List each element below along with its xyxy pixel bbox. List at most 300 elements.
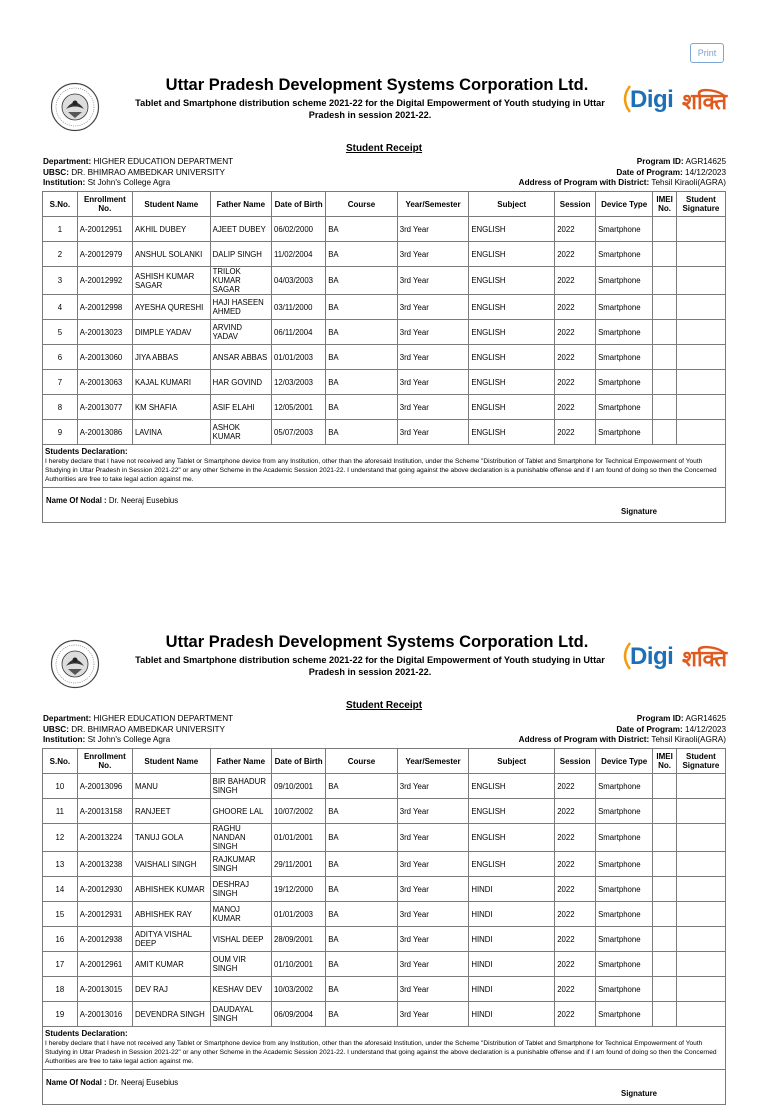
session-cell: 2022 [555,320,596,345]
session-cell: 2022 [555,824,596,852]
device-cell: Smartphone [596,420,653,445]
father-name-cell: ASIF ELAHI [210,395,271,420]
device-cell: Smartphone [596,977,653,1002]
sno-cell: 6 [43,345,78,370]
student-signature-cell [676,345,725,370]
imei-cell [653,370,677,395]
column-header: Device Type [596,192,653,217]
father-name-cell: HAR GOVIND [210,370,271,395]
course-cell: BA [326,267,398,295]
table-row [43,824,726,852]
enrollment-cell: A-20013077 [77,395,132,420]
sno-cell: 1 [43,217,78,242]
table-row [43,370,726,395]
institution-line: Institution: St John's College Agra [43,178,171,187]
enrollment-cell: A-20013224 [77,824,132,852]
father-name-cell: TRILOK KUMAR SAGAR [210,267,271,295]
column-header: Course [326,749,398,774]
logo-hindi-text: शक्ति [682,646,727,671]
course-cell: BA [326,902,398,927]
table-row [43,877,726,902]
year-cell: 3rd Year [397,852,469,877]
dob-cell: 04/03/2003 [272,267,326,295]
column-header: S.No. [43,749,78,774]
declaration-text: I hereby declare that I have not received any Tablet or Smartphone device from any Institution, other than the aforesaid Institution, under the Scheme "Distribution of Tablet and Smartphone for Technical Empowerment of Youth Studying in Uttar Pradesh in Session 2021-22" or any other Scheme in the Academic Session 2021-22. I understand that going against the above declaration is a punishable offense and if I am found of doing so then the Concerned Authorities are free to take legal action against me. [45,1040,717,1065]
nodal-cell [43,1070,726,1105]
table-row [43,267,726,295]
ubsc-line: UBSC: DR. BHIMRAO AMBEDKAR UNIVERSITY [43,167,225,177]
organization-title: Uttar Pradesh Development Systems Corporation Ltd. [165,76,589,94]
imei-cell [653,824,677,852]
year-cell: 3rd Year [397,420,469,445]
session-cell: 2022 [555,977,596,1002]
student-signature-cell [676,927,725,952]
imei-cell [653,1002,677,1027]
student-signature-cell [676,902,725,927]
sno-cell: 15 [43,902,78,927]
table-row [43,320,726,345]
subject-cell: HINDI [469,877,555,902]
dob-cell: 01/01/2001 [272,824,326,852]
column-header: Subject [469,749,555,774]
enrollment-cell: A-20012930 [77,877,132,902]
scheme-subtitle: Tablet and Smartphone distribution scheme 2021-22 for the Digital Empowerment of Youth studying in Uttar Pradesh in session 2021-22. [135,655,605,677]
table-row [43,420,726,445]
program-info [42,157,726,191]
year-cell: 3rd Year [397,902,469,927]
course-cell: BA [326,420,398,445]
dob-cell: 10/07/2002 [272,799,326,824]
subject-cell: ENGLISH [469,267,555,295]
column-header: Device Type [596,749,653,774]
table-row [43,242,726,267]
father-name-cell: ARVIND YADAV [210,320,271,345]
year-cell: 3rd Year [397,1002,469,1027]
table-header-row [43,192,726,217]
up-government-seal-icon [50,639,100,689]
sno-cell: 5 [43,320,78,345]
enrollment-cell: A-20012951 [77,217,132,242]
column-header: IMEI No. [653,192,677,217]
student-name-cell: KM SHAFIA [132,395,210,420]
student-name-cell: VAISHALI SINGH [132,852,210,877]
dob-cell: 10/03/2002 [272,977,326,1002]
table-header-row [43,749,726,774]
subject-cell: ENGLISH [469,295,555,320]
student-signature-cell [676,267,725,295]
program-date-line: Date of Program: 14/12/2023 [616,167,726,177]
dob-cell: 01/10/2001 [272,952,326,977]
student-signature-cell [676,799,725,824]
student-name-cell: MANU [132,774,210,799]
dob-cell: 29/11/2001 [272,852,326,877]
father-name-cell: OUM VIR SINGH [210,952,271,977]
organization-title: Uttar Pradesh Development Systems Corporation Ltd. [165,633,589,651]
column-header: Enrollment No. [77,192,132,217]
device-cell: Smartphone [596,242,653,267]
session-cell: 2022 [555,774,596,799]
column-header: Student Signature [676,192,725,217]
subject-cell: ENGLISH [469,217,555,242]
enrollment-cell: A-20013016 [77,1002,132,1027]
sno-cell: 13 [43,852,78,877]
enrollment-cell: A-20012938 [77,927,132,952]
logo-text: Digi [630,643,674,670]
table-row [43,852,726,877]
nodal-cell [43,488,726,523]
device-cell: Smartphone [596,295,653,320]
subject-cell: ENGLISH [469,242,555,267]
course-cell: BA [326,824,398,852]
session-cell: 2022 [555,217,596,242]
nodal-name: Name Of Nodal : Dr. Neeraj Eusebius [46,496,179,505]
student-signature-cell [676,242,725,267]
imei-cell [653,977,677,1002]
imei-cell [653,774,677,799]
device-cell: Smartphone [596,320,653,345]
session-cell: 2022 [555,345,596,370]
enrollment-cell: A-20012998 [77,295,132,320]
table-row [43,927,726,952]
student-signature-cell [676,420,725,445]
column-header: Date of Birth [272,192,326,217]
year-cell: 3rd Year [397,395,469,420]
column-header: Student Signature [676,749,725,774]
student-table [42,191,726,523]
father-name-cell: DALIP SINGH [210,242,271,267]
device-cell: Smartphone [596,267,653,295]
sno-cell: 18 [43,977,78,1002]
enrollment-cell: A-20013238 [77,852,132,877]
year-cell: 3rd Year [397,824,469,852]
student-name-cell: TANUJ GOLA [132,824,210,852]
enrollment-cell: A-20013086 [77,420,132,445]
declaration-row [43,445,726,488]
year-cell: 3rd Year [397,952,469,977]
student-signature-cell [676,977,725,1002]
student-name-cell: JIYA ABBAS [132,345,210,370]
student-signature-cell [676,852,725,877]
column-header: Year/Semester [397,749,469,774]
subject-cell: ENGLISH [469,370,555,395]
imei-cell [653,877,677,902]
session-cell: 2022 [555,267,596,295]
enrollment-cell: A-20013096 [77,774,132,799]
program-id-line: Program ID: AGR14625 [636,157,726,166]
nodal-signature-label: Signature [621,507,657,516]
column-header: Year/Semester [397,192,469,217]
subject-cell: ENGLISH [469,420,555,445]
father-name-cell: RAGHU NANDAN SINGH [210,824,271,852]
dob-cell: 12/03/2003 [272,370,326,395]
sno-cell: 14 [43,877,78,902]
enrollment-cell: A-20013060 [77,345,132,370]
column-header: S.No. [43,192,78,217]
student-name-cell: ASHISH KUMAR SAGAR [132,267,210,295]
year-cell: 3rd Year [397,217,469,242]
student-signature-cell [676,877,725,902]
device-cell: Smartphone [596,774,653,799]
session-cell: 2022 [555,370,596,395]
father-name-cell: BIR BAHADUR SINGH [210,774,271,799]
column-header: Subject [469,192,555,217]
year-cell: 3rd Year [397,927,469,952]
student-name-cell: DEVENDRA SINGH [132,1002,210,1027]
ubsc-line: UBSC: DR. BHIMRAO AMBEDKAR UNIVERSITY [43,724,225,734]
student-signature-cell [676,952,725,977]
course-cell: BA [326,852,398,877]
sno-cell: 17 [43,952,78,977]
logo-hindi-text: शक्ति [682,89,727,114]
column-header: Course [326,192,398,217]
student-signature-cell [676,370,725,395]
dob-cell: 01/01/2003 [272,902,326,927]
session-cell: 2022 [555,242,596,267]
sno-cell: 19 [43,1002,78,1027]
declaration-row [43,1027,726,1070]
table-row [43,977,726,1002]
subject-cell: ENGLISH [469,799,555,824]
program-info [42,714,726,748]
sno-cell: 10 [43,774,78,799]
course-cell: BA [326,295,398,320]
year-cell: 3rd Year [397,370,469,395]
course-cell: BA [326,952,398,977]
device-cell: Smartphone [596,927,653,952]
print-button[interactable]: Print [690,43,724,63]
course-cell: BA [326,799,398,824]
student-name-cell: ADITYA VISHAL DEEP [132,927,210,952]
year-cell: 3rd Year [397,320,469,345]
father-name-cell: GHOORE LAL [210,799,271,824]
enrollment-cell: A-20013063 [77,370,132,395]
column-header: Session [555,192,596,217]
student-table [42,748,726,1105]
receipt-header [42,633,726,701]
enrollment-cell: A-20012979 [77,242,132,267]
year-cell: 3rd Year [397,977,469,1002]
session-cell: 2022 [555,1002,596,1027]
subject-cell: HINDI [469,902,555,927]
program-address-line: Address of Program with District: Tehsil Kiraoli(AGRA) [518,178,726,187]
father-name-cell: VISHAL DEEP [210,927,271,952]
program-address-line: Address of Program with District: Tehsil Kiraoli(AGRA) [518,735,726,744]
course-cell: BA [326,320,398,345]
subject-cell: ENGLISH [469,320,555,345]
student-name-cell: ABHISHEK RAY [132,902,210,927]
column-header: Date of Birth [272,749,326,774]
father-name-cell: ASHOK KUMAR [210,420,271,445]
device-cell: Smartphone [596,852,653,877]
declaration-heading: Students Declaration: [45,447,128,456]
year-cell: 3rd Year [397,877,469,902]
subject-cell: ENGLISH [469,824,555,852]
table-row [43,395,726,420]
column-header: Student Name [132,192,210,217]
session-cell: 2022 [555,420,596,445]
enrollment-cell: A-20013023 [77,320,132,345]
sno-cell: 11 [43,799,78,824]
enrollment-cell: A-20013158 [77,799,132,824]
session-cell: 2022 [555,395,596,420]
receipt-title: Student Receipt [345,143,423,154]
column-header: Student Name [132,749,210,774]
sno-cell: 7 [43,370,78,395]
declaration-text: I hereby declare that I have not received any Tablet or Smartphone device from any Institution, other than the aforesaid Institution, under the Scheme "Distribution of Tablet and Smartphone for Technical Empowerment of Youth Studying in Uttar Pradesh in Session 2021-22" or any other Scheme in the Academic Session 2021-22. I understand that going against the above declaration is a punishable offense and if I am found of doing so then the Concerned Authorities are free to take legal action against me. [45,458,717,483]
session-cell: 2022 [555,952,596,977]
table-row [43,902,726,927]
father-name-cell: ANSAR ABBAS [210,345,271,370]
sno-cell: 9 [43,420,78,445]
student-receipt [42,633,726,1105]
imei-cell [653,952,677,977]
up-government-seal-icon [50,82,100,132]
subject-cell: ENGLISH [469,774,555,799]
device-cell: Smartphone [596,1002,653,1027]
session-cell: 2022 [555,295,596,320]
table-row [43,799,726,824]
nodal-signature-label: Signature [621,1089,657,1098]
device-cell: Smartphone [596,877,653,902]
department-line: Department: HIGHER EDUCATION DEPARTMENT [43,157,234,166]
course-cell: BA [326,242,398,267]
course-cell: BA [326,774,398,799]
sno-cell: 12 [43,824,78,852]
student-name-cell: ABHISHEK KUMAR [132,877,210,902]
student-name-cell: KAJAL KUMARI [132,370,210,395]
device-cell: Smartphone [596,902,653,927]
father-name-cell: HAJI HASEEN AHMED [210,295,271,320]
scheme-subtitle: Tablet and Smartphone distribution scheme 2021-22 for the Digital Empowerment of Youth studying in Uttar Pradesh in session 2021-22. [135,98,605,120]
student-signature-cell [676,217,725,242]
father-name-cell: RAJKUMAR SINGH [210,852,271,877]
enrollment-cell: A-20013015 [77,977,132,1002]
dob-cell: 28/09/2001 [272,927,326,952]
column-header: Father Name [210,192,271,217]
imei-cell [653,320,677,345]
subject-cell: ENGLISH [469,852,555,877]
declaration-cell [43,445,726,488]
student-name-cell: RANJEET [132,799,210,824]
nodal-name: Name Of Nodal : Dr. Neeraj Eusebius [46,1078,179,1087]
nodal-row [43,488,726,523]
imei-cell [653,799,677,824]
subject-cell: HINDI [469,977,555,1002]
imei-cell [653,852,677,877]
dob-cell: 09/10/2001 [272,774,326,799]
year-cell: 3rd Year [397,267,469,295]
student-name-cell: AKHIL DUBEY [132,217,210,242]
device-cell: Smartphone [596,824,653,852]
table-row [43,295,726,320]
declaration-cell [43,1027,726,1070]
logo-text: Digi [630,86,674,113]
imei-cell [653,420,677,445]
device-cell: Smartphone [596,345,653,370]
course-cell: BA [326,977,398,1002]
father-name-cell: AJEET DUBEY [210,217,271,242]
student-name-cell: DEV RAJ [132,977,210,1002]
device-cell: Smartphone [596,217,653,242]
student-name-cell: AYESHA QURESHI [132,295,210,320]
dob-cell: 06/11/2004 [272,320,326,345]
student-signature-cell [676,1002,725,1027]
dob-cell: 19/12/2000 [272,877,326,902]
student-signature-cell [676,295,725,320]
device-cell: Smartphone [596,395,653,420]
course-cell: BA [326,395,398,420]
receipt-header [42,76,726,144]
course-cell: BA [326,1002,398,1027]
session-cell: 2022 [555,877,596,902]
digishakti-logo [620,82,730,118]
father-name-cell: MANOJ KUMAR [210,902,271,927]
receipt-title: Student Receipt [345,700,423,711]
dob-cell: 03/11/2000 [272,295,326,320]
sno-cell: 4 [43,295,78,320]
table-row [43,774,726,799]
imei-cell [653,267,677,295]
dob-cell: 11/02/2004 [272,242,326,267]
student-signature-cell [676,395,725,420]
session-cell: 2022 [555,927,596,952]
year-cell: 3rd Year [397,774,469,799]
sno-cell: 8 [43,395,78,420]
father-name-cell: DESHRAJ SINGH [210,877,271,902]
student-signature-cell [676,774,725,799]
device-cell: Smartphone [596,370,653,395]
year-cell: 3rd Year [397,345,469,370]
imei-cell [653,345,677,370]
imei-cell [653,902,677,927]
subject-cell: HINDI [469,1002,555,1027]
imei-cell [653,395,677,420]
student-name-cell: LAVINA [132,420,210,445]
subject-cell: HINDI [469,952,555,977]
subject-cell: ENGLISH [469,345,555,370]
year-cell: 3rd Year [397,295,469,320]
course-cell: BA [326,370,398,395]
table-row [43,952,726,977]
program-date-line: Date of Program: 14/12/2023 [616,724,726,734]
column-header: Enrollment No. [77,749,132,774]
session-cell: 2022 [555,902,596,927]
year-cell: 3rd Year [397,242,469,267]
dob-cell: 01/01/2003 [272,345,326,370]
digishakti-logo [620,639,730,675]
imei-cell [653,217,677,242]
imei-cell [653,927,677,952]
father-name-cell: DAUDAYAL SINGH [210,1002,271,1027]
student-signature-cell [676,320,725,345]
column-header: Father Name [210,749,271,774]
student-signature-cell [676,824,725,852]
table-row [43,345,726,370]
declaration-heading: Students Declaration: [45,1029,128,1038]
column-header: Session [555,749,596,774]
student-name-cell: AMIT KUMAR [132,952,210,977]
table-row [43,217,726,242]
father-name-cell: KESHAV DEV [210,977,271,1002]
table-row [43,1002,726,1027]
course-cell: BA [326,877,398,902]
device-cell: Smartphone [596,799,653,824]
dob-cell: 12/05/2001 [272,395,326,420]
dob-cell: 06/09/2004 [272,1002,326,1027]
course-cell: BA [326,217,398,242]
sno-cell: 16 [43,927,78,952]
nodal-row [43,1070,726,1105]
